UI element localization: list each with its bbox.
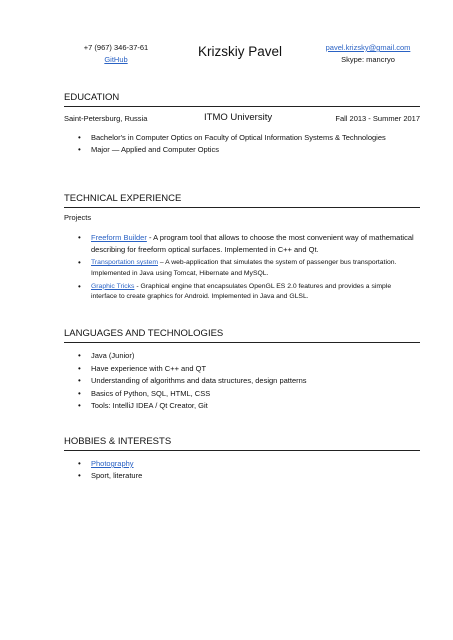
- skype-id: Skype: mancryo: [341, 55, 395, 64]
- education-university: ITMO University: [204, 112, 273, 123]
- project-link[interactable]: Graphic Tricks: [91, 282, 135, 290]
- list-item: • Understanding of algorithms and data structures, design patterns: [78, 375, 418, 388]
- education-dates: Fall 2013 - Summer 2017: [335, 114, 420, 123]
- hobbies-list: [78, 458, 418, 482]
- project-description: - Graphical engine that encapsulates OpenGL ES 2.0 features and provides a simple interface to create graphics for Android. Implemented in Java and GLSL.: [91, 282, 392, 301]
- contact-left: [78, 42, 154, 66]
- phone-number: +7 (967) 346-37-61: [83, 43, 149, 52]
- project-item: [78, 232, 418, 256]
- education-location: Saint-Petersburg, Russia: [64, 114, 148, 123]
- list-item: • Basics of Python, SQL, HTML, CSS: [78, 388, 418, 401]
- list-item: • Java (Junior): [78, 350, 418, 363]
- list-item: • Have experience with C++ and QT: [78, 363, 418, 376]
- list-item: [78, 458, 418, 470]
- projects-list: [78, 232, 418, 305]
- experience-heading: TECHNICAL EXPERIENCE: [64, 193, 420, 208]
- list-item: • Tools: IntelliJ IDEA / Qt Creator, Git: [78, 400, 418, 413]
- education-list: [78, 132, 418, 156]
- experience-subtitle: Projects: [64, 213, 92, 222]
- languages-heading: LANGUAGES AND TECHNOLOGIES: [64, 328, 420, 343]
- project-link[interactable]: Freeform Builder: [91, 233, 147, 242]
- list-item: • Major — Applied and Computer Optics: [78, 144, 418, 156]
- project-description: - A program tool that allows to choose the most convenient way of mathematical describing for freeform optical surfaces. Implemented in C++ and Qt.: [91, 233, 414, 254]
- list-item: • Bachelor's in Computer Optics on Faculty of Optical Information Systems & Technologies: [78, 132, 418, 144]
- hobbies-heading: HOBBIES & INTERESTS: [64, 436, 420, 451]
- project-item: [78, 282, 418, 304]
- list-item: • Sport, literature: [78, 470, 418, 482]
- contact-right: [318, 42, 418, 66]
- project-item: [78, 258, 418, 280]
- email-link[interactable]: pavel.krizsky@gmail.com: [325, 43, 411, 52]
- resume-header: [0, 42, 453, 72]
- photography-link[interactable]: Photography: [91, 459, 134, 468]
- education-row: [64, 113, 420, 125]
- project-description: – A web-application that simulates the system of passenger bus transportation. Implemented in Java using Tomcat, Hibernate and MySQL.: [91, 259, 397, 277]
- github-link[interactable]: GitHub: [104, 55, 128, 64]
- languages-list: [78, 350, 418, 413]
- education-heading: EDUCATION: [64, 92, 420, 107]
- person-name: Krizskiy Pavel: [197, 44, 283, 59]
- project-link[interactable]: Transportation system: [91, 259, 158, 266]
